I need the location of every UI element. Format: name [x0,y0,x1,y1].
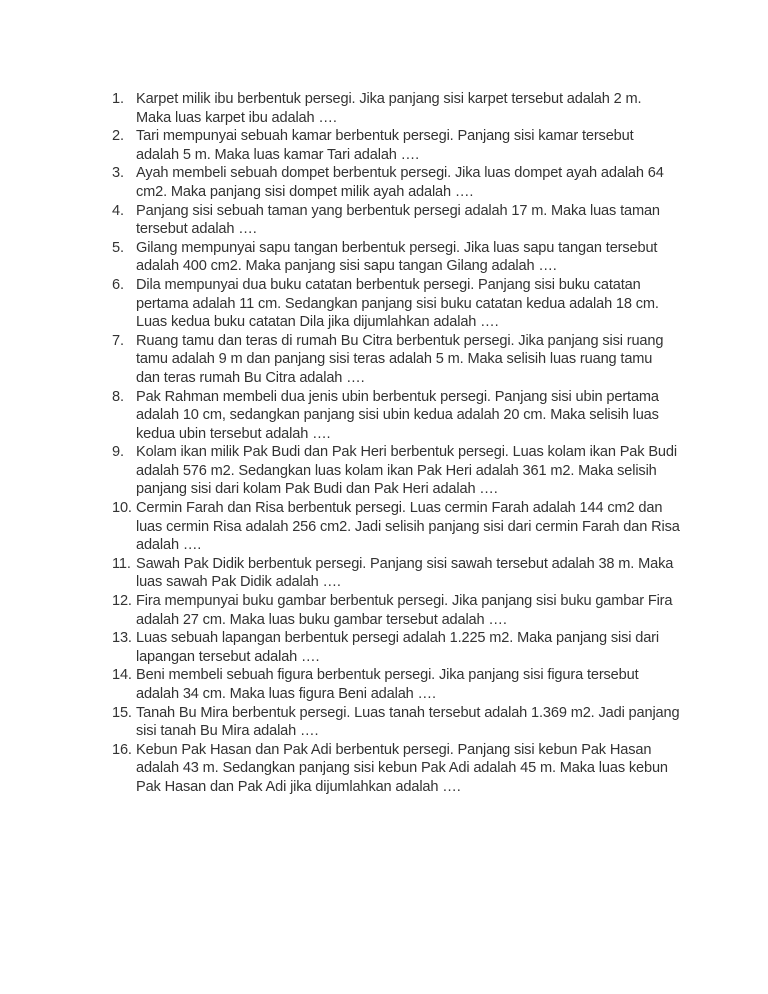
question-text: Tanah Bu Mira berbentuk persegi. Luas tanah tersebut adalah 1.369 m2. Jadi panjang sisi tanah Bu Mira adalah …. [136,704,680,740]
question-number: 14. [112,667,132,684]
question-number: 7. [112,332,124,349]
question-number: 3. [112,165,124,182]
question-number: 10. [112,500,132,517]
question-item [112,629,680,666]
question-text: Ayah membeli sebuah dompet berbentuk persegi. Jika luas dompet ayah adalah 64 cm2. Maka panjang sisi dompet milik ayah adalah …. [136,165,664,200]
question-text: Kebun Pak Hasan dan Pak Adi berbentuk persegi. Panjang sisi kebun Pak Hasan adalah 43 m. Sedangkan panjang sisi kebun Pak Adi adalah 45 m. Maka luas kebun Pak Hasan dan Pak Adi jika dijumlahkan adalah …. [136,741,668,795]
question-number: 12. [112,593,132,610]
question-item [112,592,680,629]
question-item [112,239,680,276]
question-number: 13. [112,630,132,647]
question-number: 16. [112,741,132,758]
question-text: Dila mempunyai dua buku catatan berbentuk persegi. Panjang sisi buku catatan pertama adalah 11 cm. Sedangkan panjang sisi buku catatan kedua adalah 18 cm. Luas kedua buku catatan Dila jika dijumlahkan adalah …. [136,276,659,331]
question-number: 9. [112,444,124,461]
question-text: Pak Rahman membeli dua jenis ubin berbentuk persegi. Panjang sisi ubin pertama adalah 10 cm, sedangkan panjang sisi ubin kedua adalah 20 cm. Maka selisih luas kedua ubin tersebut adalah …. [136,388,659,442]
question-item [112,499,680,555]
question-item [112,555,680,592]
question-text: Tari mempunyai sebuah kamar berbentuk persegi. Panjang sisi kamar tersebut adalah 5 m. Maka luas kamar Tari adalah …. [136,128,634,163]
question-number: 6. [112,276,124,293]
question-text: Gilang mempunyai sapu tangan berbentuk persegi. Jika luas sapu tangan tersebut adalah 400 cm2. Maka panjang sisi sapu tangan Gilang adalah …. [136,239,658,275]
question-item [112,443,680,499]
question-text: Kolam ikan milik Pak Budi dan Pak Heri berbentuk persegi. Luas kolam ikan Pak Budi adalah 576 m2. Sedangkan luas kolam ikan Pak Heri adalah 361 m2. Maka selisih panjang sisi dari kolam Pak Budi dan Pak Heri adalah …. [136,444,677,498]
question-item [112,388,680,444]
question-text: Beni membeli sebuah figura berbentuk persegi. Jika panjang sisi figura tersebut adalah 34 cm. Maka luas figura Beni adalah …. [136,667,639,702]
question-number: 2. [112,128,124,145]
question-number: 1. [112,91,124,107]
question-text: Cermin Farah dan Risa berbentuk persegi. Luas cermin Farah adalah 144 cm2 dan luas cermin Risa adalah 256 cm2. Jadi selisih panjang sisi dari cermin Farah dan Risa adalah …. [136,500,680,554]
question-number: 15. [112,704,132,721]
question-number: 4. [112,202,124,219]
question-item [112,164,680,201]
question-item [112,90,680,127]
question-number: 8. [112,388,124,405]
question-item [112,127,680,164]
question-text: Luas sebuah lapangan berbentuk persegi adalah 1.225 m2. Maka panjang sisi dari lapangan tersebut adalah …. [136,630,659,665]
question-text: Fira mempunyai buku gambar berbentuk persegi. Jika panjang sisi buku gambar Fira adalah 27 cm. Maka luas buku gambar tersebut adalah …. [136,593,673,628]
question-item [112,666,680,703]
question-text: Karpet milik ibu berbentuk persegi. Jika panjang sisi karpet tersebut adalah 2 m. Maka luas karpet ibu adalah …. [136,91,642,126]
question-item [112,704,680,741]
question-text: Sawah Pak Didik berbentuk persegi. Panjang sisi sawah tersebut adalah 38 m. Maka luas sawah Pak Didik adalah …. [136,555,674,591]
question-item [112,741,680,797]
question-item [112,276,680,332]
question-item [112,332,680,388]
question-item [112,202,680,239]
question-list [112,90,680,797]
question-number: 11. [112,555,131,572]
question-text: Ruang tamu dan teras di rumah Bu Citra berbentuk persegi. Jika panjang sisi ruang tamu adalah 9 m dan panjang sisi teras adalah 5 m. Maka selisih luas ruang tamu dan teras rumah Bu Citra adalah …. [136,332,664,386]
question-number: 5. [112,239,124,256]
question-text: Panjang sisi sebuah taman yang berbentuk persegi adalah 17 m. Maka luas taman tersebut adalah …. [136,202,660,238]
